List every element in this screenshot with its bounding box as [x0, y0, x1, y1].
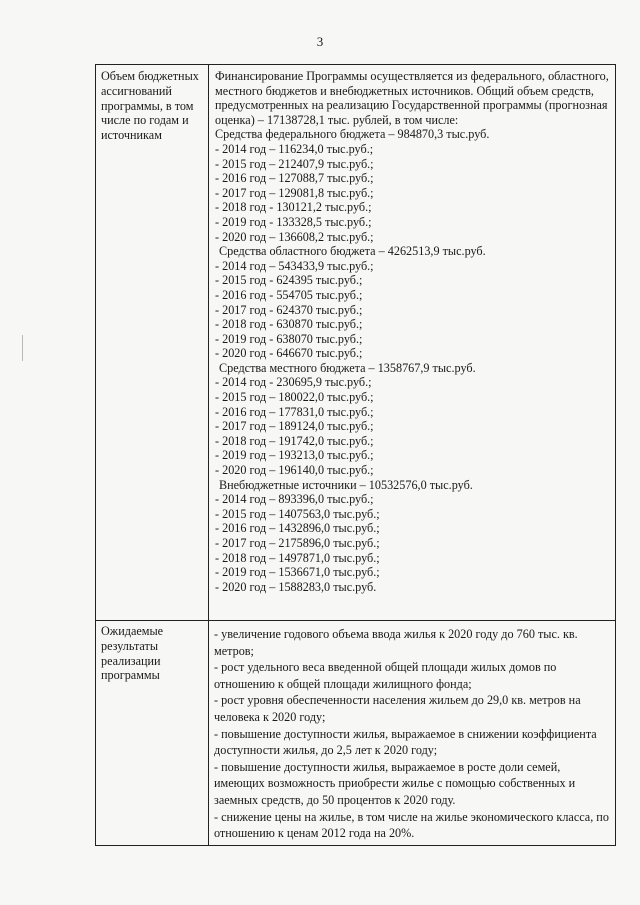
result-item: - увеличение годового объема ввода жилья к 2020 году до 760 тыс. кв. метров; [214, 627, 578, 658]
local-budget-heading: Средства местного бюджета – 1358767,9 тыс.руб. [219, 360, 476, 375]
local-year-2019: - 2019 год – 193213,0 тыс.руб.; [215, 448, 374, 463]
extrabudgetary-year-2017: - 2017 год – 2175896,0 тыс.руб.; [215, 536, 380, 550]
row-label-budget: Объем бюджетных ассигнований программы, в том числе по годам и источникам [101, 69, 199, 143]
extrabudgetary-year-2019: - 2019 год – 1536671,0 тыс.руб.; [215, 565, 380, 580]
budget-intro: Финансирование Программы осуществляется из федерального, областного, местного бюджетов и внебюджетных источников. Общий объем средств, предусмотренных на реализацию Государственной программы (прогнозная оценка) – 17138728,1 тыс. рублей, в том числе: [215, 69, 609, 127]
federal-year-2020: - 2020 год – 136608,2 тыс.руб.; [215, 229, 374, 244]
result-item: - повышение доступности жилья, выражаемое в снижении коэффициента доступности жилья, до 2,5 лет к 2020 году; [214, 726, 597, 758]
extrabudgetary-heading: Внебюджетные источники – 10532576,0 тыс.руб. [219, 477, 473, 492]
regional-year-2016: - 2016 год - 554705 тыс.руб.; [215, 287, 363, 302]
result-item: - рост удельного веса введенной общей площади жилых домов по отношению к общей площади жилищного фонда; [214, 660, 557, 691]
federal-year-2019: - 2019 год - 133328,5 тыс.руб.; [215, 214, 372, 229]
regional-budget-heading: Средства областного бюджета – 4262513,9 тыс.руб. [219, 244, 486, 259]
row-label-cell [96, 620, 209, 845]
federal-year-2015: - 2015 год – 212407,9 тыс.руб.; [215, 156, 374, 171]
extrabudgetary-year-2016: - 2016 год – 1432896,0 тыс.руб.; [215, 521, 380, 536]
federal-budget-heading: Средства федерального бюджета – 984870,3 тыс.руб. [215, 127, 490, 142]
result-item: - снижение цены на жилье, в том числе на жилье экономического класса, по отношению к ценам 2012 года на 20%. [214, 809, 609, 841]
page-number: 3 [316, 34, 324, 49]
extrabudgetary-year-2015: - 2015 год – 1407563,0 тыс.руб.; [215, 506, 380, 521]
regional-year-2017: - 2017 год - 624370 тыс.руб.; [215, 302, 363, 317]
extrabudgetary-year-2014: - 2014 год – 893396,0 тыс.руб.; [215, 492, 374, 507]
scan-artifact [22, 335, 23, 361]
regional-year-2015: - 2015 год - 624395 тыс.руб.; [215, 273, 363, 288]
local-year-2017: - 2017 год – 189124,0 тыс.руб.; [215, 419, 374, 434]
row-label-cell [96, 65, 209, 620]
regional-year-2019: - 2019 год - 638070 тыс.руб.; [215, 331, 363, 346]
regional-year-2020: - 2020 год - 646670 тыс.руб.; [215, 346, 363, 361]
program-passport-table [95, 64, 616, 846]
local-year-2020: - 2020 год – 196140,0 тыс.руб.; [215, 463, 374, 478]
local-year-2015: - 2015 год – 180022,0 тыс.руб.; [215, 390, 374, 405]
federal-year-2014: - 2014 год – 116234,0 тыс.руб.; [215, 141, 374, 156]
federal-year-2016: - 2016 год – 127088,7 тыс.руб.; [215, 171, 374, 186]
extrabudgetary-year-2020: - 2020 год – 1588283,0 тыс.руб. [215, 579, 377, 594]
table-row-budget [96, 65, 615, 621]
regional-year-2014: - 2014 год – 543433,9 тыс.руб.; [215, 258, 374, 273]
local-year-2018: - 2018 год – 191742,0 тыс.руб.; [215, 433, 374, 448]
result-item: - повышение доступности жилья, выражаемое в росте доли семей, имеющих возможность приобрести жилье с помощью собственных и заемных средств, до 50 процентов к 2020 году. [214, 759, 576, 807]
extrabudgetary-year-2018: - 2018 год – 1497871,0 тыс.руб.; [215, 550, 380, 565]
results-text [209, 620, 615, 842]
row-label-results: Ожидаемые результаты реализации программы [101, 624, 164, 683]
table-row-results [96, 620, 615, 845]
regional-year-2018: - 2018 год - 630870 тыс.руб.; [215, 317, 363, 332]
local-year-2014: - 2014 год - 230695,9 тыс.руб.; [215, 375, 372, 390]
federal-year-2017: - 2017 год – 129081,8 тыс.руб.; [215, 185, 374, 200]
federal-year-2018: - 2018 год - 130121,2 тыс.руб.; [215, 200, 372, 215]
row-content-cell [209, 65, 615, 620]
result-item: - рост уровня обеспеченности населения жильем до 29,0 кв. метров на человека к 2020 году; [214, 693, 581, 724]
budget-text [209, 65, 615, 594]
local-year-2016: - 2016 год – 177831,0 тыс.руб.; [215, 404, 374, 419]
row-content-cell [209, 620, 615, 845]
